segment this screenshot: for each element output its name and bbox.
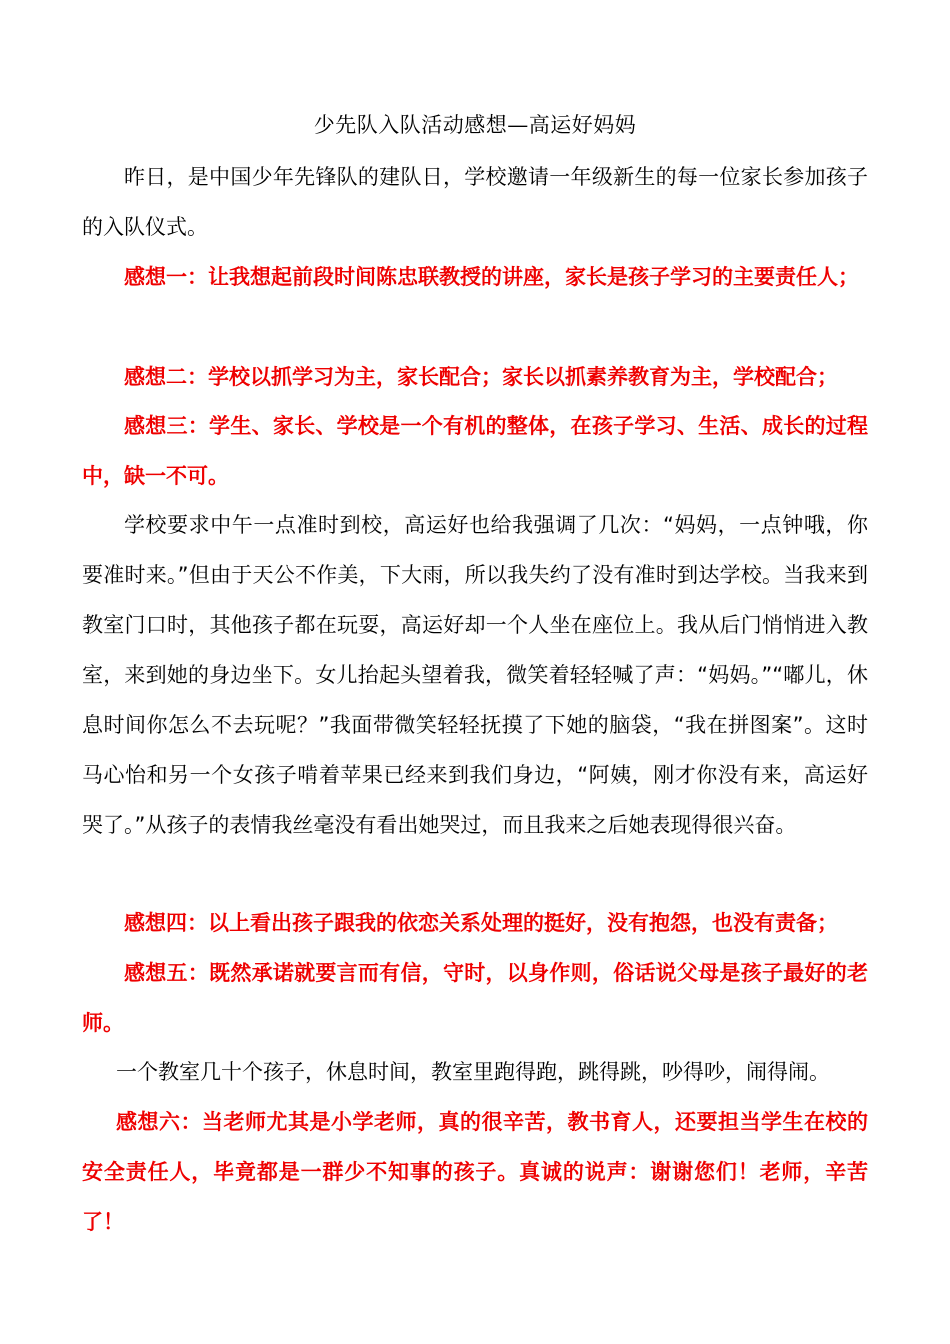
paragraph-thought-3: 感想三：学生、家长、学校是一个有机的整体，在孩子学习、生活、成长的过程中，缺一不可。 (82, 414, 868, 488)
paragraph-thought-5: 感想五：既然承诺就要言而有信，守时，以身作则，俗话说父母是孩子最好的老师。 (82, 961, 868, 1035)
paragraph-thought-6: 感想六：当老师尤其是小学老师，真的很辛苦，教书育人，还要担当学生在校的安全责任人，毕竟都是一群少不知事的孩子。真诚的说声：谢谢您们！老师，辛苦了！ (82, 1110, 868, 1234)
paragraph-classroom: 一个教室几十个孩子，休息时间，教室里跑得跑，跳得跳，吵得吵，闹得闹。 (116, 1060, 830, 1084)
paragraph-thought-4: 感想四：以上看出孩子跟我的依恋关系处理的挺好，没有抱怨，也没有责备； (124, 911, 838, 935)
paragraph-thought-1: 感想一：让我想起前段时间陈忠联教授的讲座，家长是孩子学习的主要责任人； (124, 265, 859, 289)
document-title: 少先队入队活动感想—高运好妈妈 (313, 113, 637, 137)
paragraph-intro: 昨日，是中国少年先锋队的建队日，学校邀请一年级新生的每一位家长参加孩子的入队仪式。 (82, 165, 868, 239)
paragraph-thought-2: 感想二：学校以抓学习为主，家长配合；家长以抓素养教育为主，学校配合； (124, 365, 838, 389)
paragraph-story: 学校要求中午一点准时到校，高运好也给我强调了几次：“妈妈，一点钟哦，你要准时来。”但由于天公不作美，下大雨，所以我失约了没有准时到达学校。当我来到教室门口时，其他孩子都在玩耍，高运好却一个人坐在座位上。我从后门悄悄进入教室，来到她的身边坐下。女儿抬起头望着我，微笑着轻轻喊了声：“妈妈。”“嘟儿，休息时间你怎么不去玩呢？”我面带微笑轻轻抚摸了下她的脑袋，“我在拼图案”。这时马心怡和另一个女孩子啃着苹果已经来到我们身边，“阿姨，刚才你没有来，高运好哭了。”从孩子的表情我丝毫没有看出她哭过，而且我来之后她表现得很兴奋。 (82, 513, 868, 837)
